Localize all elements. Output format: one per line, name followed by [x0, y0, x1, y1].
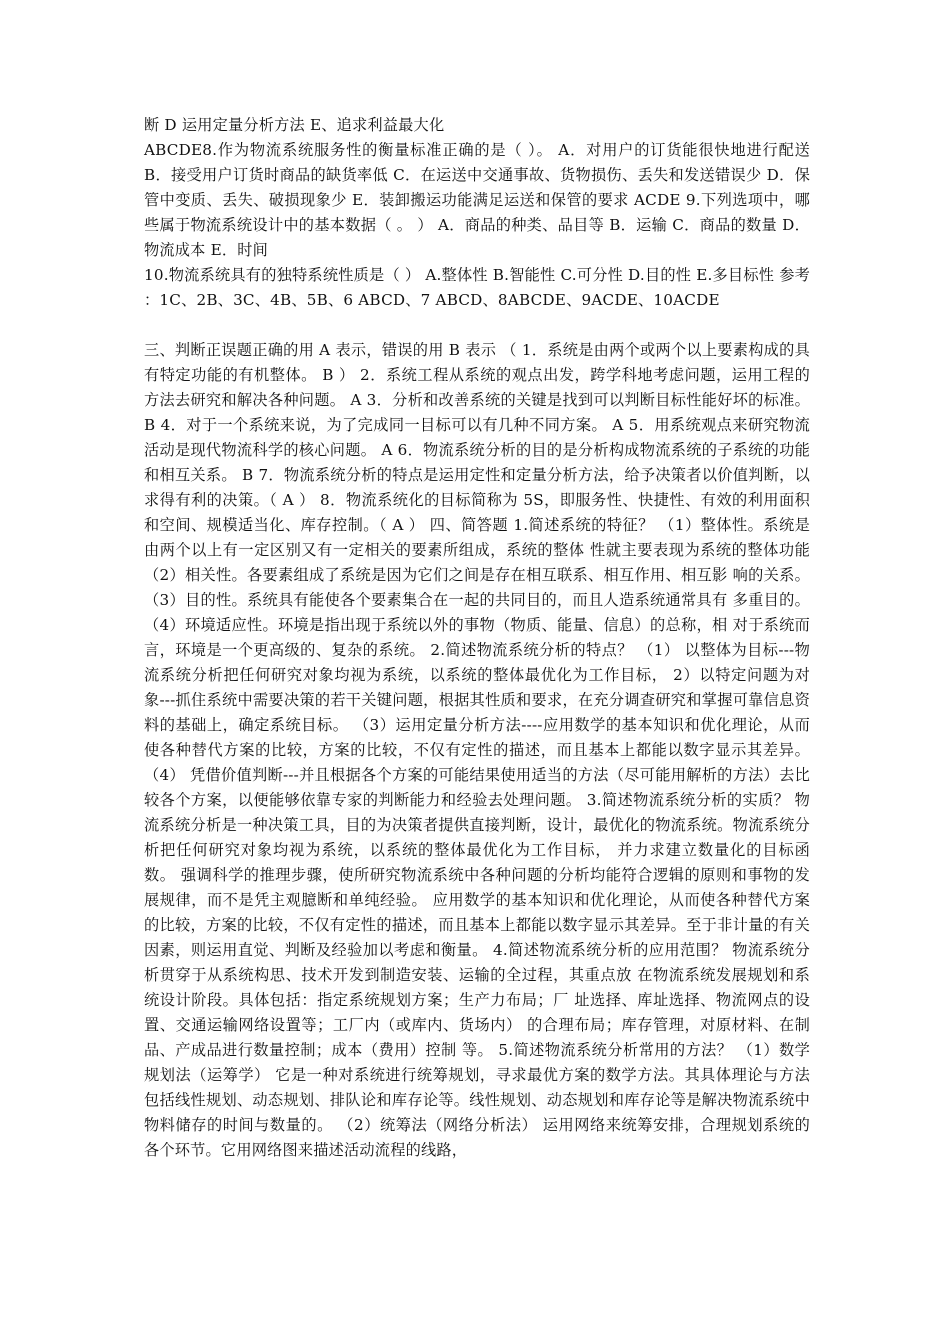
paragraph-options-end: 断 D 运用定量分析方法 E、追求利益最大化: [144, 116, 445, 134]
paragraph-question-10-answers: 10.物流系统具有的独特系统性质是（ ） A.整体性 B.智能性 C.可分性 D.目的性 E.多目标性 参考 ：1C、2B、3C、4B、5B、6 ABCD、7 ABCD、8ABCDE、9ACDE、10ACDE: [144, 266, 810, 309]
paragraph-spacer: [144, 313, 810, 338]
paragraph-true-false-and-short-answers: 三、判断正误题正确的用 A 表示，错误的用 B 表示 （ 1．系统是由两个或两个以上要素构成的具有特定功能的有机整体。 B ） 2．系统工程从系统的观点出发，跨学科地考虑问题，运用工程的方法去研究和解决各种问题。 A 3．分析和改善系统的关键是找到可以判断目标性能好坏的标准。 B 4．对于一个系统来说，为了完成同一目标可以有几种不同方案。 A 5．用系统观点来研究物流活动是现代物流科学的核心问题。 A 6．物流系统分析的目的是分析构成物流系统的子系统的功能和相互关系。 B 7．物流系统分析的特点是运用定性和定量分析方法，给予决策者以价值判断，以求得有利的决策。（ A ） 8．物流系统化的目标简称为 5S，即服务性、快捷性、有效的利用面积和空间、规模适当化、库存控制。（ A ） 四、简答题 1.简述系统的特征？ （1）整体性。系统是由两个以上有一定区别又有一定相关的要素所组成，系统的整体 性就主要表现为系统的整体功能 （2）相关性。各要素组成了系统是因为它们之间是存在相互联系、相互作用、相互影 响的关系。 （3）目的性。系统具有能使各个要素集合在一起的共同目的，而且人造系统通常具有 多重目的。 （4）环境适应性。环境是指出现于系统以外的事物（物质、能量、信息）的总称，相 对于系统而言，环境是一个更高级的、复杂的系统。 2.简述物流系统分析的特点？ （1） 以整体为目标---物流系统分析把任何研究对象均视为系统，以系统的整体最优化为工作目标， 2）以特定问题为对象---抓住系统中需要决策的若干关键问题，根据其性质和要求，在充分调查研究和掌握可靠信息资料的基础上，确定系统目标。 （3）运用定量分析方法----应用数学的基本知识和优化理论，从而使各种替代方案的比较，方案的比较，不仅有定性的描述，而且基本上都能以数字显示其差异。 （4） 凭借价值判断---并且根据各个方案的可能结果使用适当的方法（尽可能用解析的方法）去比较各个方案，以便能够依靠专家的判断能力和经验去处理问题。 3.简述物流系统分析的实质？ 物流系统分析是一种决策工具，目的为决策者提供直接判断，设计，最优化的物流系统。物流系统分析把任何研究对象均视为系统，以系统的整体最优化为工作目标， 并力求建立数量化的目标函数。 强调科学的推理步骤，使所研究物流系统中各种问题的分析均能符合逻辑的原则和事物的发展规律，而不是凭主观臆断和单纯经验。 应用数学的基本知识和优化理论，从而使各种替代方案的比较，方案的比较，不仅有定性的描述，而且基本上都能以数字显示其差异。至于非计量的有关因素，则运用直觉、判断及经验加以考虑和衡量。 4.简述物流系统分析的应用范围？ 物流系统分析贯穿于从系统构思、技术开发到制造安装、运输的全过程，其重点放 在物流系统发展规划和系统设计阶段。具体包括：指定系统规划方案；生产力布局；厂 址选择、库址选择、物流网点的设置、交通运输网络设置等；工厂内（或库内、货场内） 的合理布局；库存管理，对原材料、在制品、产成品进行数量控制；成本（费用）控制 等。 5.简述物流系统分析常用的方法？ （1）数学规划法（运筹学） 它是一种对系统进行统筹规划，寻求最优方案的数学方法。其具体理论与方法包括线性规划、动态规划、排队论和库存论等。线性规划、动态规划和库存论等是解决物流系统中物料储存的时间与数量的。 （2）统筹法（网络分析法） 运用网络来统筹安排，合理规划系统的各个环节。它用网络图来描述活动流程的线路，: [144, 341, 810, 1159]
paragraph-questions-8-9: ABCDE8.作为物流系统服务性的衡量标准正确的是（ ）。 A．对用户的订货能很快地进行配送 B．接受用户订货时商品的缺货率低 C．在运送中交通事故、货物损伤、丢失和发送错误少 D．保管中变质、丢失、破损现象少 E．装卸搬运功能满足运送和保管的要求 ACDE 9.下列选项中，哪些属于物流系统设计中的基本数据（ 。 ） A．商品的种类、品目等 B．运输 C．商品的数量 D．物流成本 E．时间: [144, 141, 810, 259]
document-body: [144, 113, 810, 1163]
